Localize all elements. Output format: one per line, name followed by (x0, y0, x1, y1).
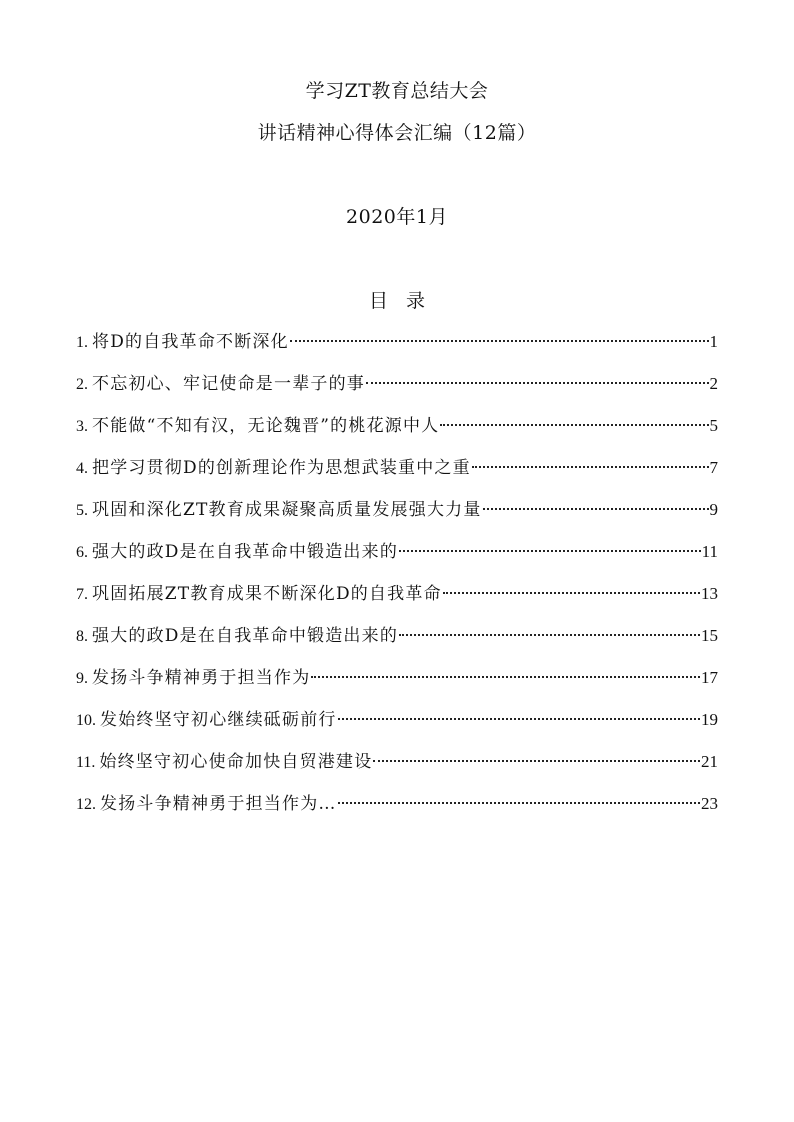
toc-entry-page: 23 (701, 794, 718, 813)
dot-leader (483, 508, 709, 510)
toc-entry-number: 8. (76, 628, 92, 645)
toc-entry[interactable] (76, 582, 718, 624)
dot-leader (440, 424, 708, 426)
toc-entry[interactable] (76, 792, 718, 834)
toc-entry-number: 12. (76, 796, 100, 813)
dot-leader (311, 676, 700, 678)
toc-entry-number: 4. (76, 460, 92, 477)
toc-entry-number: 10. (76, 712, 100, 729)
toc-entry[interactable] (76, 498, 718, 540)
dot-leader (399, 634, 700, 636)
dot-leader (338, 802, 700, 804)
toc-entry-page: 11 (701, 542, 718, 561)
toc-entry-title: 始终坚守初心使命加快自贸港建设 (99, 752, 373, 772)
toc-entry-page: 13 (701, 584, 718, 603)
dot-leader (338, 718, 700, 720)
toc-entry-number: 3. (76, 418, 92, 435)
toc-entry-page: 2 (709, 374, 718, 393)
toc-entry-title: 强大的政D是在自我革命中锻造出来的 (92, 626, 399, 646)
toc-entry[interactable] (76, 456, 718, 498)
toc-entry-title: 将D的自我革命不断深化 (92, 332, 289, 352)
toc-entry-title: 强大的政D是在自我革命中锻造出来的 (92, 542, 399, 562)
toc-entry-number: 5. (76, 502, 92, 519)
toc-entry-page: 7 (709, 458, 718, 477)
toc-entry[interactable] (76, 414, 718, 456)
toc-entry-title: 发始终坚守初心继续砥砺前行 (100, 710, 337, 730)
table-of-contents (76, 330, 718, 834)
toc-entry-title: 巩固拓展ZT教育成果不断深化D的自我革命 (92, 584, 442, 604)
toc-entry-title: 不能做“不知有汉，无论魏晋”的桃花源中人 (92, 416, 440, 436)
toc-entry-title: 把学习贯彻D的创新理论作为思想武装重中之重 (92, 458, 471, 478)
toc-entry-title: 发扬斗争精神勇于担当作为… (100, 794, 337, 814)
toc-entry[interactable] (76, 330, 718, 372)
document-subtitle: 讲话精神心得体会汇编（12篇） (257, 122, 537, 144)
toc-entry-title: 不忘初心、牢记使命是一辈子的事 (92, 374, 365, 394)
toc-entry-number: 9. (76, 670, 92, 687)
document-title: 学习ZT教育总结大会 (305, 80, 489, 102)
toc-entry[interactable] (76, 372, 718, 414)
toc-entry[interactable] (76, 666, 718, 708)
toc-entry-title: 发扬斗争精神勇于担当作为 (92, 668, 311, 688)
toc-entry-page: 1 (709, 332, 718, 351)
dot-leader (443, 592, 700, 594)
dot-leader (399, 550, 701, 552)
toc-entry-number: 2. (76, 376, 92, 393)
toc-entry-page: 19 (701, 710, 718, 729)
toc-entry-page: 5 (709, 416, 718, 435)
dot-leader (366, 382, 709, 384)
toc-entry-number: 6. (76, 544, 92, 561)
toc-entry[interactable] (76, 708, 718, 750)
toc-heading: 目录 (368, 290, 443, 312)
toc-entry-title: 巩固和深化ZT教育成果凝聚高质量发展强大力量 (92, 500, 482, 520)
toc-entry[interactable] (76, 624, 718, 666)
toc-entry-number: 11. (76, 754, 100, 771)
dot-leader (472, 466, 709, 468)
toc-entry-page: 15 (701, 626, 718, 645)
dot-leader (290, 340, 709, 342)
toc-entry-page: 17 (701, 668, 718, 687)
toc-entry[interactable] (76, 750, 718, 792)
toc-entry-number: 1. (76, 334, 92, 351)
document-date: 2020年1月 (346, 206, 448, 228)
dot-leader (373, 760, 700, 762)
toc-entry-number: 7. (76, 586, 92, 603)
toc-entry[interactable] (76, 540, 718, 582)
toc-entry-page: 21 (701, 752, 718, 771)
toc-entry-page: 9 (709, 500, 718, 519)
